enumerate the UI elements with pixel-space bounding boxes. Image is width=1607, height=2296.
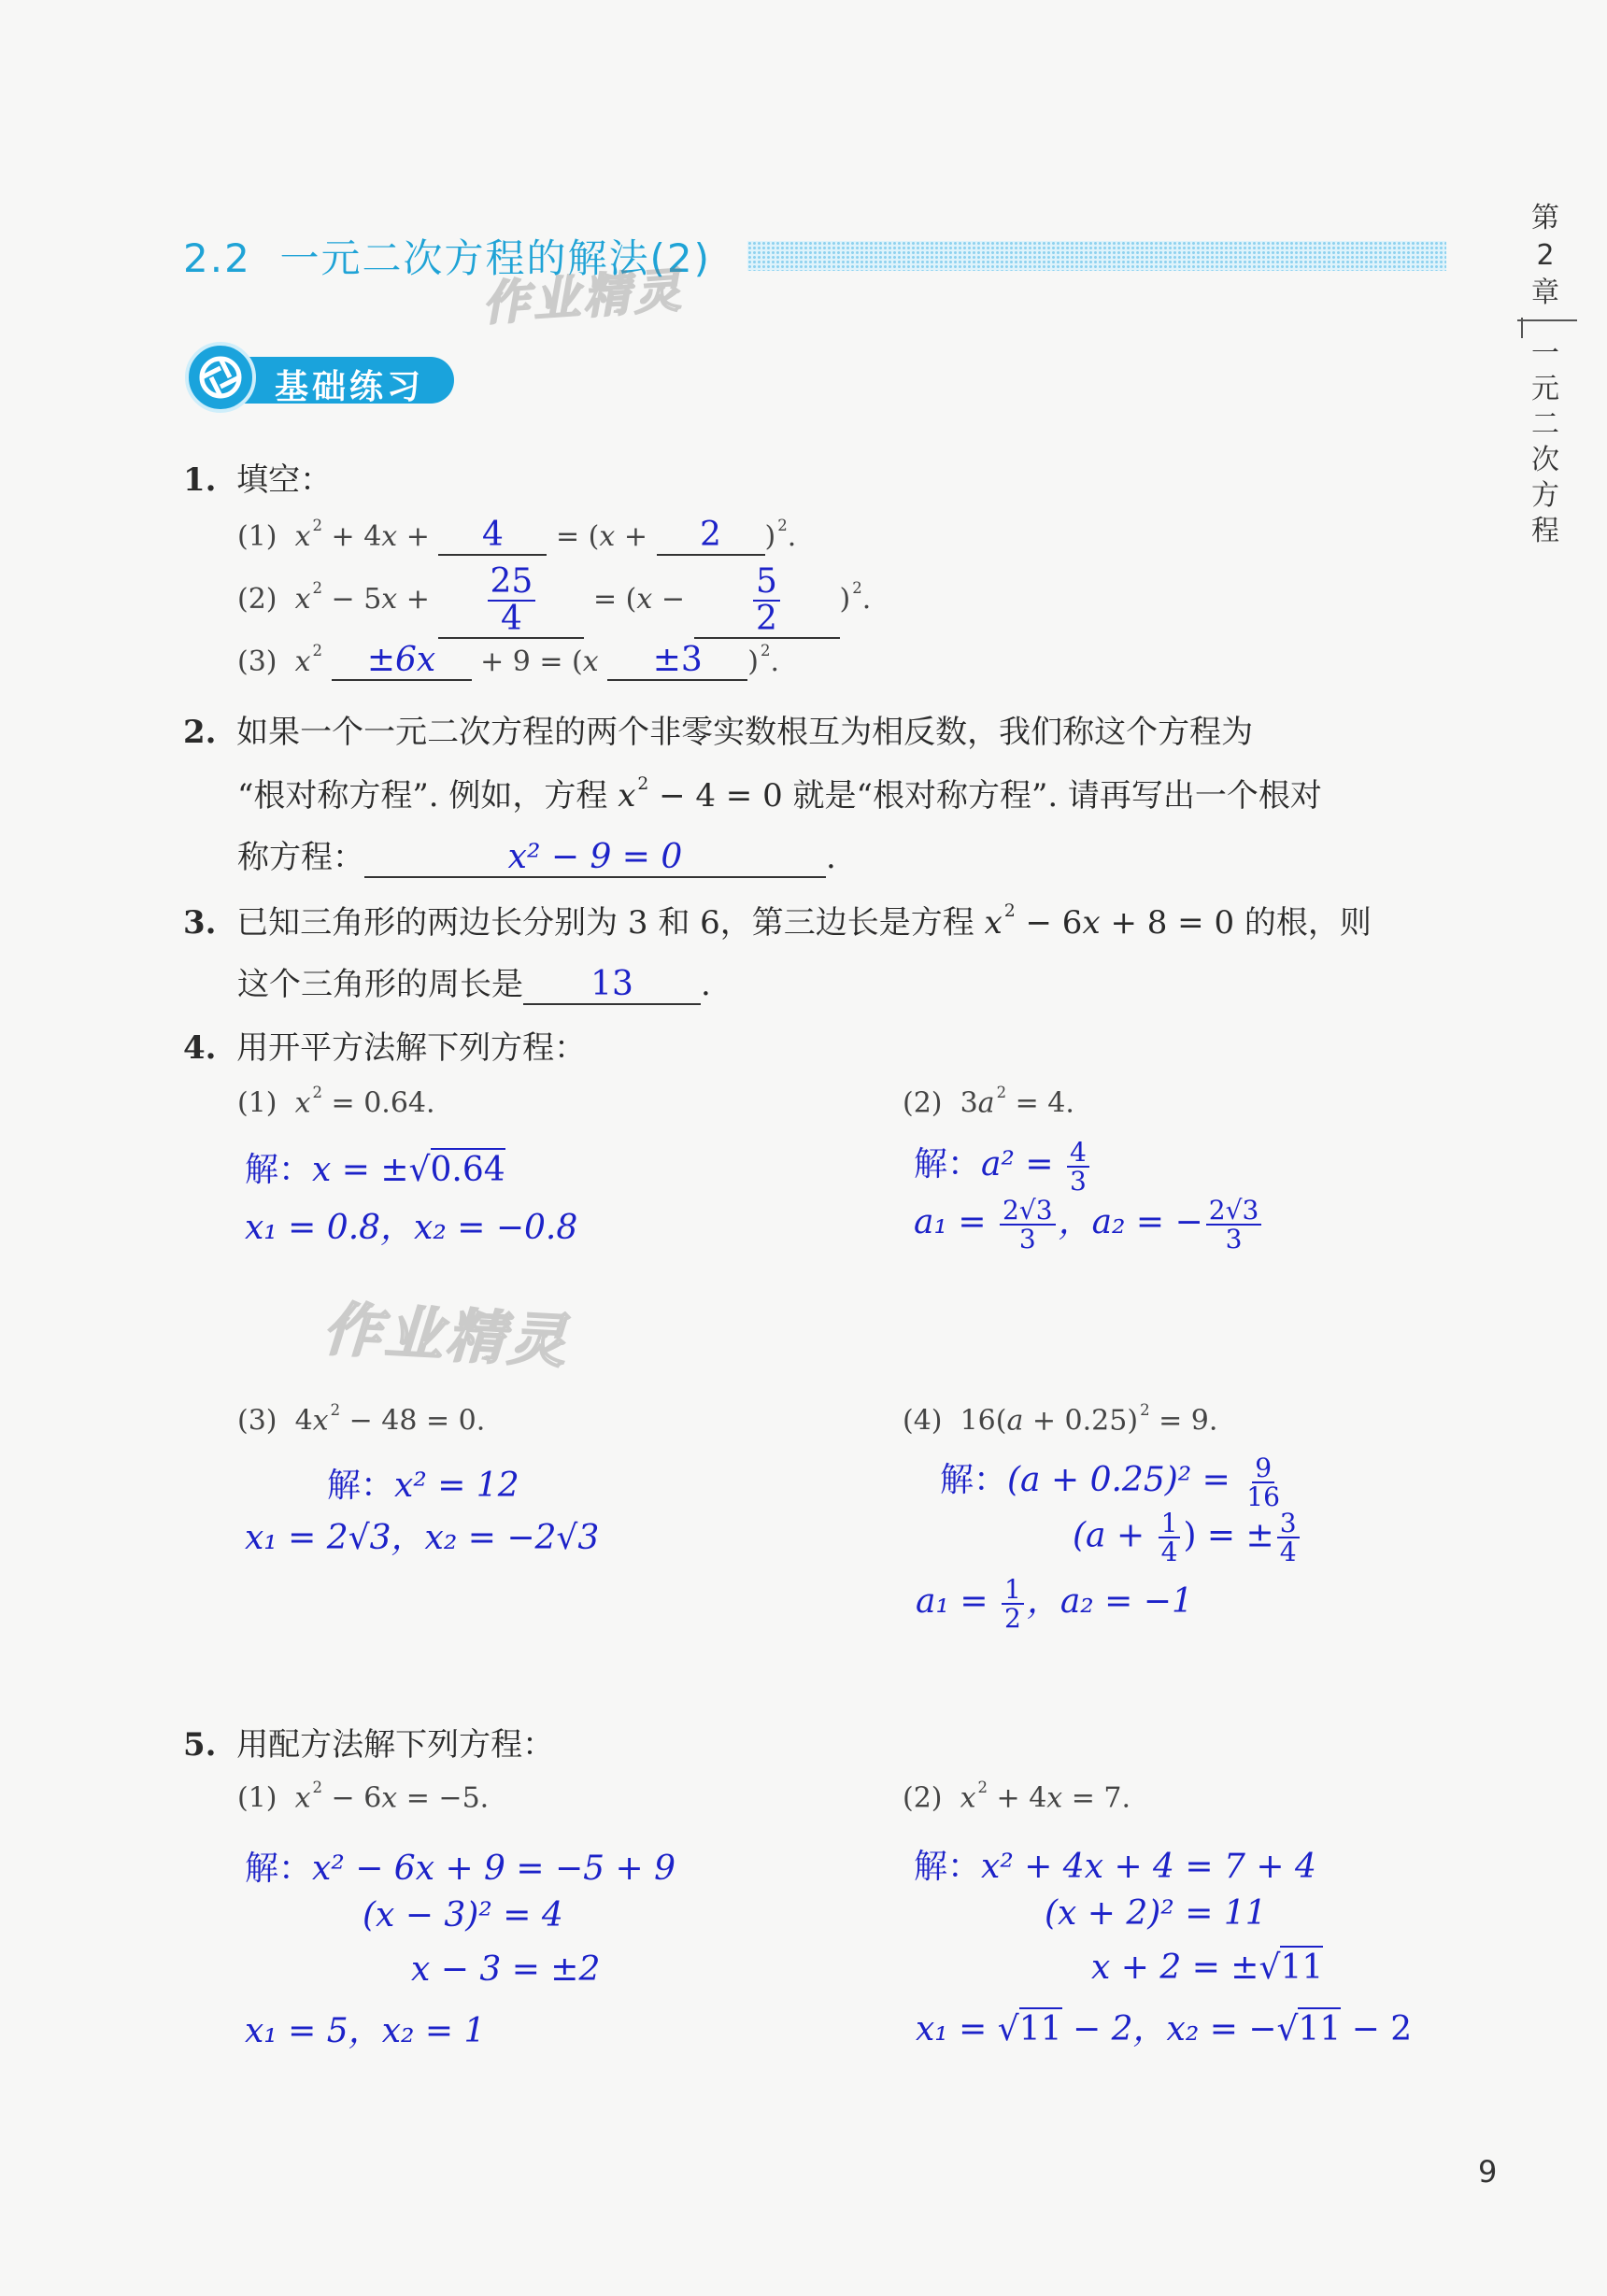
q5-part2-answer-line4: x₁ = √11 − 2，x₂ = −√11 − 2 xyxy=(916,2003,1412,2050)
q1-part3-blank2[interactable] xyxy=(607,641,747,681)
chapter-prefix: 第 xyxy=(1531,202,1559,234)
q5-part1-l1: x² − 6x + 9 = −5 + 9 xyxy=(312,1850,676,1888)
fraction-denominator: 4 xyxy=(1160,1537,1178,1568)
fraction-denominator: 16 xyxy=(1246,1481,1280,1512)
q1-part1-label: (1) xyxy=(237,520,277,553)
q4-part2-fraction1 xyxy=(1067,1136,1089,1197)
fraction-numerator: 2√3 xyxy=(1206,1197,1262,1226)
q2-text-line1: 如果一个一元二次方程的两个非零实数根互为相反数，我们称这个方程为 xyxy=(236,714,1254,751)
q5-part2-answer-line3: x + 2 = ±√11 xyxy=(1091,1949,1323,1987)
basic-practice-badge xyxy=(185,342,456,409)
q5-stem xyxy=(183,1719,554,1765)
q5-part1-answer-line3: x − 3 = ±2 xyxy=(411,1950,601,1989)
answer-prefix: 解： xyxy=(245,1151,313,1189)
chapter-title-char: 程 xyxy=(1531,515,1559,547)
fraction-numerator: 25 xyxy=(488,564,536,602)
q2-text-line2a: “根对称方程”. 例如，方程 xyxy=(237,777,619,815)
q1-part1-answer2: 2 xyxy=(700,516,721,554)
q4-part4-fraction2 xyxy=(1159,1509,1181,1566)
q4-part4-l3a: a₁ = xyxy=(916,1582,999,1621)
q4-part1-label: (1) xyxy=(237,1086,277,1120)
q4-part2: (2) 3a $^2$ = 4. xyxy=(903,1084,1074,1120)
q1-part2-answer2 xyxy=(753,564,780,637)
chapter-tab xyxy=(1523,200,1568,312)
q4-stem xyxy=(183,1022,586,1068)
fraction-numerator: 4 xyxy=(1067,1139,1089,1168)
fraction-denominator: 2 xyxy=(756,599,777,638)
q2-text-line3: 称方程： xyxy=(237,839,364,876)
q3-line1: 3. 已知三角形的两边长分别为 3 和 6，第三边长是方程 x $^2$ − 6x + 8 = 0 的根，则 xyxy=(183,901,1372,942)
chapter-number: 2 xyxy=(1536,239,1555,272)
q1-part3-answer2: ±3 xyxy=(652,641,703,679)
q1-part3-blank1[interactable] xyxy=(332,641,472,681)
q1-part2-answer1 xyxy=(488,564,536,637)
watermark: 作业精灵 xyxy=(321,1295,572,1376)
section-number: 2.2 xyxy=(183,235,251,281)
q4-part1-radicand: 0.64 xyxy=(431,1148,505,1189)
q4-part4-fraction4 xyxy=(1002,1573,1024,1634)
q4-part2-fraction2 xyxy=(1000,1194,1056,1254)
q4-part1-answer-line1: 解：x = ±√0.64 xyxy=(245,1143,505,1191)
q4-part3-label: (3) xyxy=(237,1404,277,1438)
q5-part1-answer-line4: x₁ = 5，x₂ = 1 xyxy=(245,2012,486,2050)
q5-part2-label: (2) xyxy=(903,1781,943,1815)
watermark: 作业精灵 xyxy=(480,262,687,332)
q2-number: 2. xyxy=(183,714,217,751)
q2-answer-blank[interactable] xyxy=(364,838,826,878)
q5-number: 5. xyxy=(183,1726,217,1764)
q4-part3-answer-line1 xyxy=(327,1459,519,1507)
fraction-numerator: 1 xyxy=(1159,1509,1181,1538)
chapter-tab-divider xyxy=(1517,319,1577,321)
q5-text: 用配方法解下列方程： xyxy=(236,1726,555,1764)
q2-line1 xyxy=(183,706,1253,752)
answer-prefix: 解： xyxy=(245,1850,313,1888)
q1-part2-label: (2) xyxy=(237,582,277,616)
q4-part4-l3b: ，a₂ = −1 xyxy=(1026,1582,1193,1621)
q3-text-line1a: 已知三角形的两边长分别为 3 和 6，第三边长是方程 xyxy=(236,904,985,942)
chapter-title-char: 一 xyxy=(1531,337,1559,370)
q1-part2-blank1[interactable] xyxy=(438,564,584,639)
q5-part2-l3-radicand: 11 xyxy=(1280,1946,1323,1987)
answer-prefix: 解： xyxy=(914,1848,982,1886)
q4-part4-answer-line1 xyxy=(940,1453,1286,1510)
q1-number: 1. xyxy=(183,461,217,499)
chapter-title-char: 方 xyxy=(1531,479,1559,512)
q2-answer: x² − 9 = 0 xyxy=(507,838,683,876)
q3-number: 3. xyxy=(183,904,217,942)
q5-part1-answer-line2: (x − 3)² = 4 xyxy=(363,1896,563,1935)
q4-part2-ans-l1: a² = xyxy=(981,1145,1064,1183)
q5-part1-answer-line1 xyxy=(245,1842,676,1890)
q2-line2: “根对称方程”. 例如，方程 x $^2$ − 4 = 0 就是“根对称方程”. 请再写出一个根对 xyxy=(237,774,1322,815)
fraction-denominator: 3 xyxy=(1225,1224,1243,1254)
fraction-denominator: 2 xyxy=(1003,1603,1021,1634)
q2-line3: 称方程： x² − 9 = 0 . xyxy=(237,838,836,876)
q5-part2-l4a: x₁ = xyxy=(916,2010,998,2048)
q2-text-line2b: 就是“根对称方程”. 请再写出一个根对 xyxy=(782,777,1322,815)
q4-part2-a2-label: ，a₂ = − xyxy=(1058,1203,1203,1241)
q5-part2: (2) x $^2$ + 4x = 7. xyxy=(903,1779,1131,1815)
q3-answer-blank[interactable] xyxy=(523,965,701,1005)
q1-part3-answer1: ±6x xyxy=(366,641,436,679)
answer-prefix: 解： xyxy=(940,1461,1008,1499)
q5-part1: (1) x $^2$ − 6x = −5. xyxy=(237,1779,490,1815)
chapter-title-char: 二 xyxy=(1531,408,1559,441)
q1-part3-label: (3) xyxy=(237,645,277,678)
q4-number: 4. xyxy=(183,1029,217,1067)
q1-part1-blank1[interactable] xyxy=(438,516,547,556)
page-number: 9 xyxy=(1478,2154,1498,2190)
aperture-icon xyxy=(189,346,252,409)
fraction-numerator: 3 xyxy=(1277,1509,1300,1538)
q4-part4-label: (4) xyxy=(903,1404,943,1438)
q4-part4: (4) 16(a + 0.25) $^2$ = 9. xyxy=(903,1401,1218,1438)
q4-part4-fraction3 xyxy=(1277,1509,1300,1566)
q3-text-line2: 这个三角形的周长是 xyxy=(237,966,523,1003)
fraction-denominator: 4 xyxy=(500,599,522,638)
q1-part2: (2) x $^2$ − 5x + $\frac{25}{4}$ = (x − $\frac{5}{2}$ ) $^2$. xyxy=(237,562,872,638)
chapter-title-char: 次 xyxy=(1531,444,1559,476)
q4-part3-ans-l1: x² = 12 xyxy=(394,1467,519,1505)
badge-circle xyxy=(185,342,256,413)
q5-part2-l4b: − 2，x₂ = − xyxy=(1061,2010,1277,2048)
q4-part4-ans-l1: (a + 0.25)² = xyxy=(1007,1461,1242,1499)
q1-part2-blank2[interactable] xyxy=(694,564,840,639)
q5-part2-l4c: − 2 xyxy=(1341,2010,1413,2048)
q1-text: 填空： xyxy=(236,461,333,499)
fraction-denominator: 4 xyxy=(1279,1537,1297,1568)
q5-part2-l3a: x + 2 = ± xyxy=(1091,1949,1259,1987)
q4-part4-l2b: ) = ± xyxy=(1183,1516,1274,1555)
q5-part2-l1: x² + 4x + 4 = 7 + 4 xyxy=(981,1848,1316,1886)
q5-part2-l4-radicand2: 11 xyxy=(1298,2007,1341,2048)
q5-part1-label: (1) xyxy=(237,1781,277,1815)
q4-part1-answer-line2: x₁ = 0.8，x₂ = −0.8 xyxy=(245,1209,578,1247)
heading-dotted-bar xyxy=(747,241,1446,271)
q1-part1-answer1: 4 xyxy=(481,516,504,554)
q1-part1: (1) x $^2$ + 4x + 4 = (x + 2 ) $^2$. xyxy=(237,516,797,554)
q4-text: 用开平方法解下列方程： xyxy=(236,1029,587,1067)
chapter-suffix: 章 xyxy=(1531,276,1559,309)
q1-part1-blank2[interactable] xyxy=(657,516,765,556)
q1-stem xyxy=(183,454,332,500)
fraction-numerator: 9 xyxy=(1252,1454,1274,1483)
chapter-tab-divider-tick xyxy=(1521,318,1523,338)
badge-label: 基础练习 xyxy=(275,368,425,406)
q4-part2-answer-line1 xyxy=(914,1138,1092,1195)
q4-part4-fraction1 xyxy=(1244,1454,1283,1511)
q4-part2-answer-line2 xyxy=(914,1196,1264,1253)
q1-part3: (3) x $^2$ ±6x + 9 = (x ±3 ) $^2$. xyxy=(237,641,779,679)
q4-part4-l2a: (a + xyxy=(1073,1516,1156,1555)
section-title: 一元二次方程的解法(2) xyxy=(279,235,711,281)
q4-part4-answer-line3 xyxy=(916,1575,1193,1632)
q4-part2-label: (2) xyxy=(903,1086,943,1120)
q4-part3-answer-line2: x₁ = 2√3，x₂ = −2√3 xyxy=(245,1519,600,1557)
fraction-numerator: 2√3 xyxy=(1000,1197,1056,1226)
fraction-numerator: 1 xyxy=(1002,1576,1024,1605)
q5-part2-answer-line1 xyxy=(914,1840,1316,1888)
fraction-denominator: 3 xyxy=(1069,1166,1087,1197)
q3-text-line1b: 的根，则 xyxy=(1234,904,1372,942)
q4-part2-a1-label: a₁ = xyxy=(914,1203,997,1241)
chapter-title-vertical xyxy=(1523,336,1568,549)
q4-part2-fraction3 xyxy=(1206,1194,1262,1254)
q3-answer: 13 xyxy=(590,965,633,1003)
q4-part4-answer-line2 xyxy=(1073,1509,1302,1566)
q5-part2-answer-line2: (x + 2)² = 11 xyxy=(1045,1894,1267,1933)
fraction-denominator: 3 xyxy=(1018,1224,1036,1254)
answer-prefix: 解： xyxy=(327,1467,395,1505)
answer-prefix: 解： xyxy=(914,1145,982,1183)
q5-part2-l4-radicand1: 11 xyxy=(1019,2007,1062,2048)
q4-part3: (3) 4x $^2$ − 48 = 0. xyxy=(237,1401,486,1438)
q4-part1: (1) x $^2$ = 0.64. xyxy=(237,1084,435,1120)
q3-line2: 这个三角形的周长是 13 . xyxy=(237,965,711,1003)
chapter-title-char: 元 xyxy=(1531,373,1559,405)
q4-part1-ans-l1: x = ± xyxy=(312,1151,409,1189)
fraction-numerator: 5 xyxy=(753,564,780,602)
